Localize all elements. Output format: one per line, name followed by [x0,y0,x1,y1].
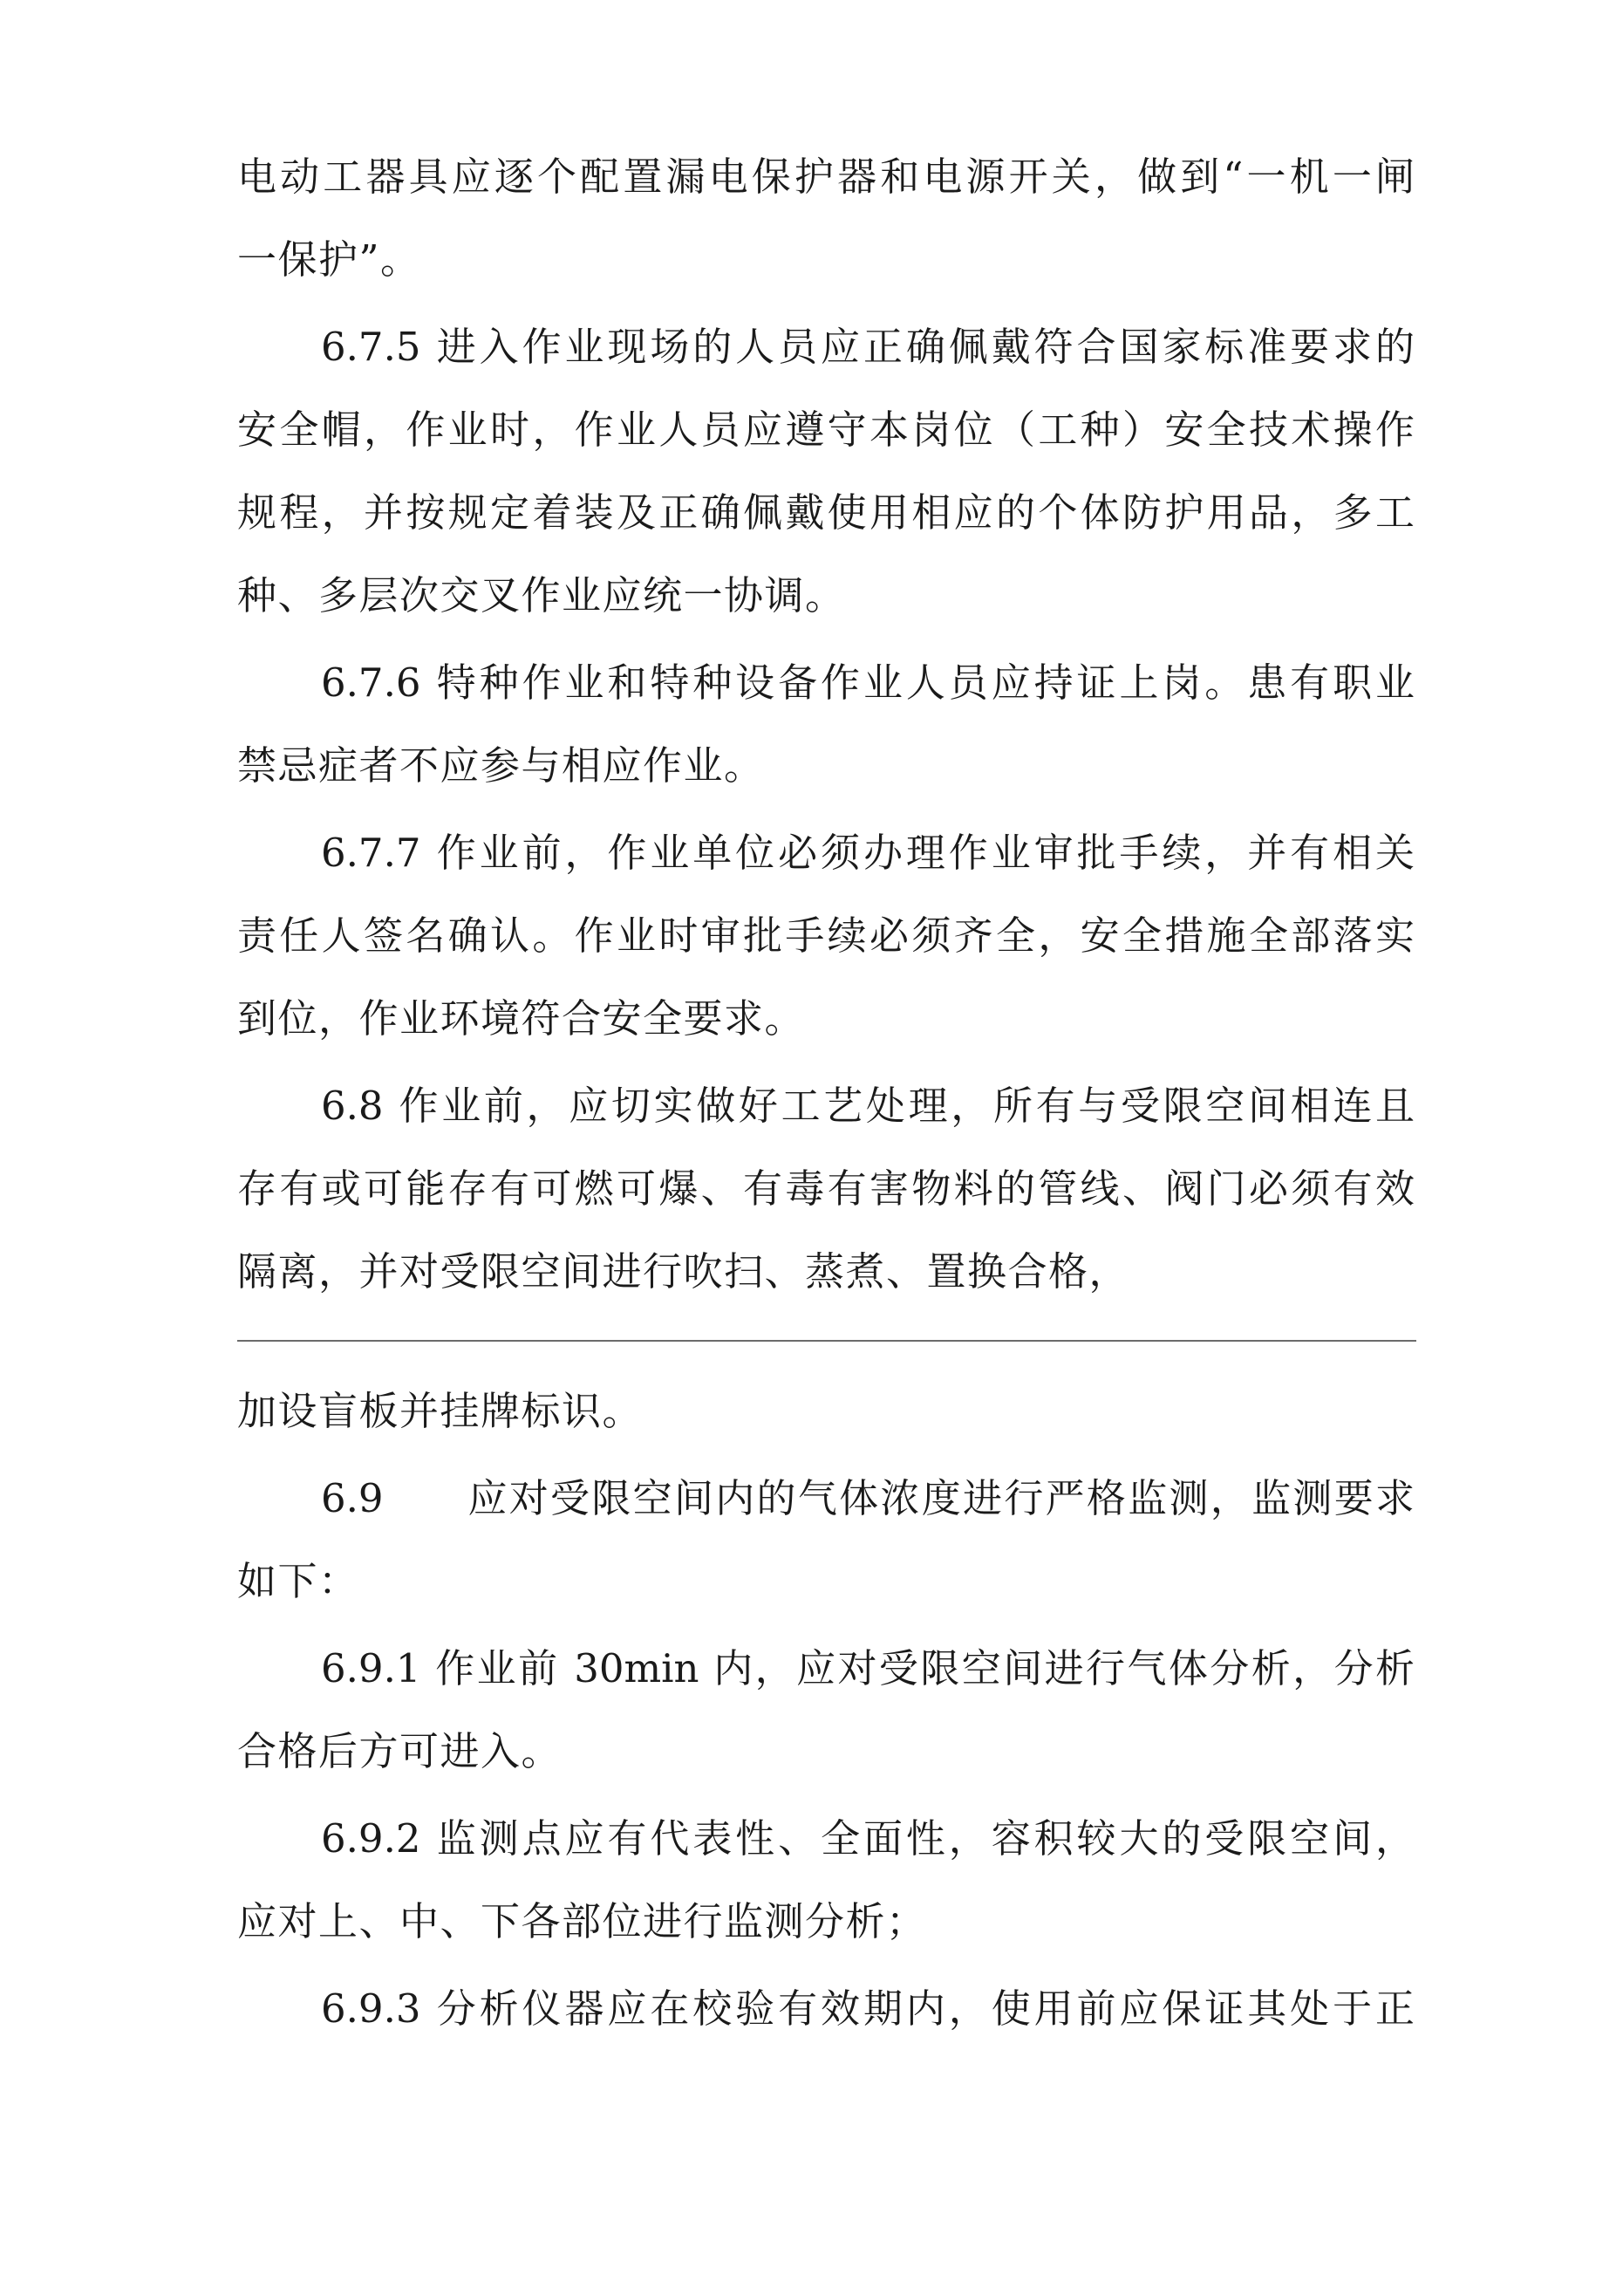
text-line: 规程，并按规定着装及正确佩戴使用相应的个体防护用品，多工 [237,489,1415,536]
text-line: 应对上、中、下各部位进行监测分析； [237,1898,927,1944]
text-line: 一保护”。 [237,236,421,283]
text-line: 电动工器具应逐个配置漏电保护器和电源开关，做到“一机一闸 [237,154,1415,200]
text-line: 责任人签名确认。作业时审批手续必须齐全，安全措施全部落实 [237,912,1415,959]
text-line: 6.7.6 特种作业和特种设备作业人员应持证上岗。患有职业 [321,659,1415,706]
text-line: 6.9.3 分析仪器应在校验有效期内，使用前应保证其处于正 [321,1985,1415,2032]
text-line: 安全帽，作业时，作业人员应遵守本岗位（工种）安全技术操作 [237,407,1415,453]
text-line: 6.7.7 作业前，作业单位必须办理作业审批手续，并有相关 [321,830,1415,876]
text-line: 禁忌症者不应参与相应作业。 [237,742,765,789]
text-line: 隔离，并对受限空间进行吹扫、蒸煮、置换合格， [237,1248,1130,1295]
text-line: 6.9.1 作业前 30min 内，应对受限空间进行气体分析，分析 [321,1645,1415,1691]
text-line: 合格后方可进入。 [237,1728,563,1774]
text-line: 存有或可能存有可燃可爆、有毒有害物料的管线、阀门必须有效 [237,1165,1415,1212]
text-line: 种、多层次交叉作业应统一协调。 [237,572,846,618]
text-line: 如下： [237,1558,359,1604]
text-line: 6.8 作业前，应切实做好工艺处理，所有与受限空间相连且 [321,1083,1415,1129]
text-line: 加设盲板并挂牌标识。 [237,1388,644,1434]
text-line: 6.9 应对受限空间内的气体浓度进行严格监测，监测要求 [321,1475,1415,1521]
text-line: 到位，作业环境符合安全要求。 [237,995,806,1042]
page-divider [237,1340,1416,1342]
text-line: 6.9.2 监测点应有代表性、全面性，容积较大的受限空间， [321,1815,1415,1862]
text-line: 6.7.5 进入作业现场的人员应正确佩戴符合国家标准要求的 [321,324,1415,370]
